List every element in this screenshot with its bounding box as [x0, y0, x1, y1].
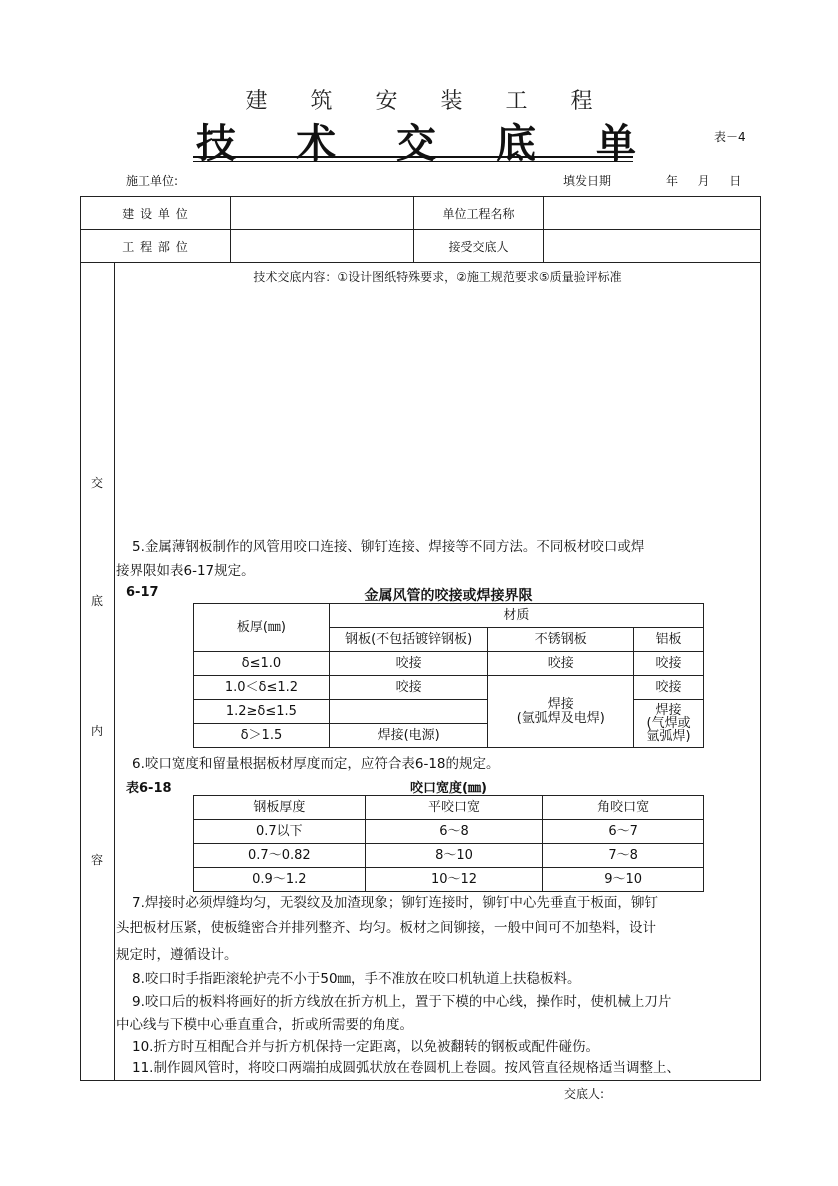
table-cell: 7～8	[543, 844, 704, 868]
table-6-17-label: 6-17	[126, 585, 159, 600]
merged-line: 焊接	[655, 703, 682, 718]
header-stainless: 不锈钢板	[488, 628, 634, 652]
table-6-18-label: 表6-18	[126, 781, 172, 796]
table-cell: 0.9～1.2	[194, 868, 366, 892]
merged-line: (氩弧焊及电焊)	[516, 710, 605, 726]
table-6-18-title: 咬口宽度(㎜)	[410, 781, 487, 796]
cell-aluminum: 咬接	[634, 652, 704, 676]
side-label-char: 交	[90, 476, 103, 490]
paragraph-11: 11.制作圆风管时，将咬口两端拍成圆弧状放在卷圆机上卷圆。按风管直径规格适当调整上、	[132, 1060, 680, 1076]
header-thickness: 板厚(㎜)	[194, 604, 330, 652]
side-label-char: 内	[90, 724, 103, 738]
grid-line	[230, 196, 231, 262]
table-6-17-title: 金属风管的咬接或焊接界限	[364, 588, 533, 604]
title-underline-thin	[193, 161, 633, 162]
cell-thickness: 1.0＜δ≤1.2	[194, 676, 330, 700]
paragraph-9: 9.咬口后的板料将画好的折方线放在折方机上，置于下模的中心线，操作时，使机械上刀片	[132, 994, 672, 1010]
paragraph-5-cont: 接界限如表6-17规定。	[116, 563, 255, 579]
side-label-char: 容	[90, 853, 103, 867]
header-steel: 钢板(不包括镀锌钢板)	[329, 628, 488, 652]
cell-stainless-merged	[488, 676, 634, 748]
table-cell: 6～8	[365, 820, 543, 844]
table-row	[194, 676, 704, 700]
grid-line	[760, 196, 761, 1081]
project-name-label: 单位工程名称	[442, 207, 515, 221]
table-cell: 0.7以下	[194, 820, 366, 844]
table-cell: 9～10	[543, 868, 704, 892]
header-material: 材质	[329, 604, 703, 628]
cell-thickness: δ≤1.0	[194, 652, 330, 676]
paragraph-6: 6.咬口宽度和留量根据板材厚度而定，应符合表6-18的规定。	[132, 756, 500, 772]
cell-steel	[329, 700, 488, 724]
cell-thickness: 1.2≥δ≤1.5	[194, 700, 330, 724]
paragraph-7: 7.焊接时必须焊缝均匀，无裂纹及加渣现象；铆钉连接时，铆钉中心先垂直于板面，铆钉	[132, 895, 658, 911]
grid-line	[80, 196, 81, 1081]
table-row	[194, 844, 704, 868]
cell-aluminum: 咬接	[634, 676, 704, 700]
paragraph-7-cont: 头把板材压紧，使板缝密合并排列整齐、均匀。板材之间铆接，一般中间可不加垫料，设计	[116, 920, 656, 936]
paragraph-5: 5.金属薄钢板制作的风管用咬口连接、铆钉连接、焊接等不同方法。不同板材咬口或焊	[132, 539, 645, 555]
grid-line	[80, 262, 761, 263]
construction-unit-label: 施工单位:	[126, 174, 179, 188]
paragraph-7-cont: 规定时，遵循设计。	[116, 947, 238, 963]
content-intro: 技术交底内容：①设计图纸特殊要求，②施工规范要求⑤质量验评标准	[253, 270, 622, 284]
merged-line: 焊接	[547, 696, 574, 712]
form-number: 表－4	[714, 130, 746, 144]
document-subtitle: 建 筑 安 装 工 程	[245, 89, 611, 114]
title-char: 单	[596, 120, 636, 167]
header-aluminum: 铝板	[634, 628, 704, 652]
build-unit-label: 建 设 单 位	[122, 207, 189, 221]
title-underline	[193, 156, 633, 158]
table-6-17	[193, 603, 704, 748]
table-6-18	[193, 795, 704, 892]
merged-line: 氩弧焊)	[646, 729, 691, 744]
grid-line	[114, 262, 115, 1080]
grid-line	[80, 1080, 761, 1081]
table-cell: 10～12	[365, 868, 543, 892]
cell-aluminum-merged	[634, 700, 704, 748]
table-row	[194, 868, 704, 892]
cell-thickness: δ＞1.5	[194, 724, 330, 748]
date-units: 年 月 日	[666, 174, 742, 188]
merged-line: (气焊或	[646, 716, 691, 731]
paragraph-9-cont: 中心线与下模中心垂直重合，折或所需要的角度。	[116, 1017, 413, 1033]
project-part-label: 工 程 部 位	[122, 240, 189, 254]
title-char: 术	[296, 120, 336, 167]
title-char: 底	[496, 120, 536, 167]
title-char: 交	[396, 120, 436, 167]
paragraph-8: 8.咬口时手指距滚轮护壳不小于50㎜，手不准放在咬口机轨道上扶稳板料。	[132, 971, 581, 987]
presenter-label: 交底人:	[564, 1087, 605, 1101]
cell-steel: 咬接	[329, 652, 488, 676]
header-cell: 角咬口宽	[543, 796, 704, 820]
cell-stainless: 咬接	[488, 652, 634, 676]
issue-date-label: 填发日期	[563, 174, 612, 188]
table-cell: 8～10	[365, 844, 543, 868]
grid-line	[543, 196, 544, 262]
grid-line	[80, 229, 761, 230]
table-cell: 0.7～0.82	[194, 844, 366, 868]
header-cell: 钢板厚度	[194, 796, 366, 820]
cell-steel: 咬接	[329, 676, 488, 700]
table-cell: 6～7	[543, 820, 704, 844]
paragraph-10: 10.折方时互相配合并与折方机保持一定距离，以免被翻转的钢板或配件碰伤。	[132, 1039, 599, 1055]
header-cell: 平咬口宽	[365, 796, 543, 820]
side-label-char: 底	[90, 594, 103, 608]
grid-line	[80, 196, 761, 197]
recipient-label: 接受交底人	[448, 240, 509, 254]
table-row	[194, 820, 704, 844]
table-row	[194, 652, 704, 676]
cell-steel: 焊接(电源)	[329, 724, 488, 748]
title-char: 技	[196, 120, 236, 167]
